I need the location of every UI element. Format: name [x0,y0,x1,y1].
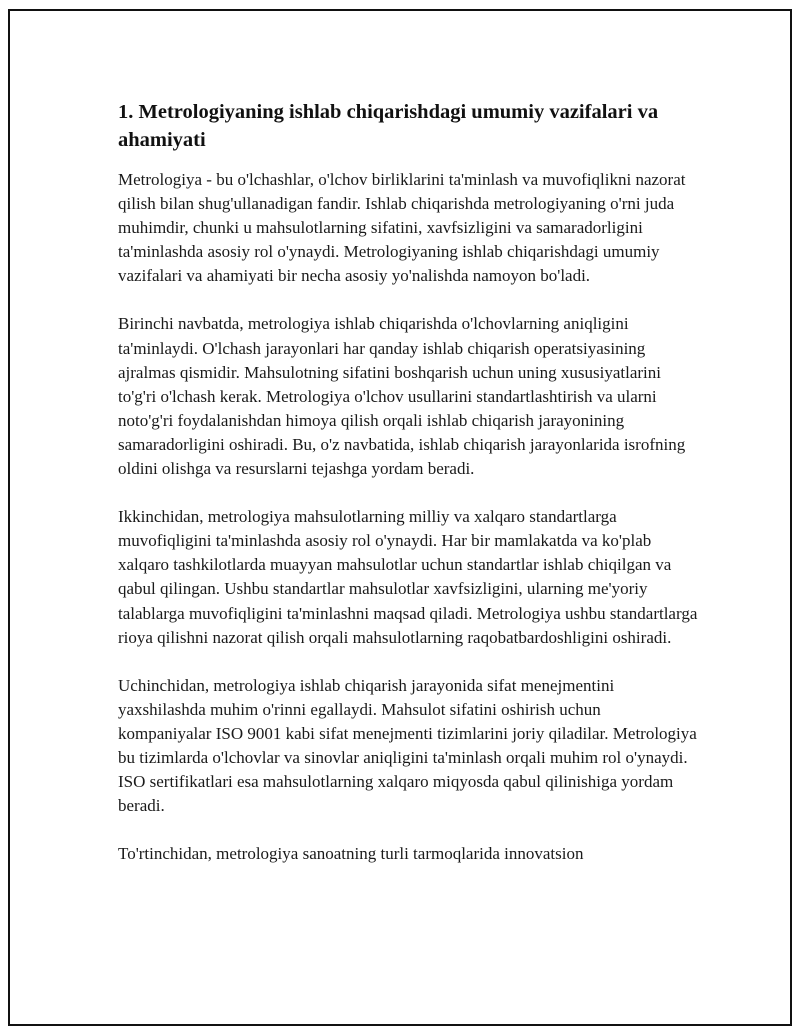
paragraph-second-point: Ikkinchidan, metrologiya mahsulotlarning milliy va xalqaro standartlarga muvofiqligini ta'minlashda asosiy rol o'ynaydi. Har bir mamlakatda va ko'plab xalqaro tashkilotlarda muayyan mahsulotlar uchun standartlar ishlab chiqilgan va qabul qilingan. Ushbu standartlar mahsulotlar xavfsizligini, ularning me'yoriy talablarga muvofiqligini ta'minlashni maqsad qiladi. Metrologiya ushbu standartlarga rioya qilishni nazorat qilish orqali mahsulotlarning raqobatbardoshligini oshiradi. [118,507,698,647]
page-frame [8,9,792,1026]
section-heading: 1. Metrologiyaning ishlab chiqarishdagi umumiy vazifalari va ahamiyati [118,101,659,151]
paragraph-intro: Metrologiya - bu o'lchashlar, o'lchov birliklarini ta'minlash va muvofiqlikni nazorat qilish bilan shug'ullanadigan fandir. Ishlab chiqarishda metrologiyaning o'rni juda muhimdir, chunki u mahsulotlarning sifatini, xavfsizligini va samaradorligini ta'minlashda asosiy rol o'ynaydi. Metrologiyaning ishlab chiqarishdagi umumiy vazifalari va ahamiyati bir necha asosiy yo'nalishda namoyon bo'ladi. [118,170,686,286]
paragraph-first-point: Birinchi navbatda, metrologiya ishlab chiqarishda o'lchovlarning aniqligini ta'minlaydi. O'lchash jarayonlari har qanday ishlab chiqarish operatsiyasining ajralmas qismidir. Mahsulotning sifatini boshqarish uchun uning xususiyatlarini to'g'ri o'lchash kerak. Metrologiya o'lchov usullarini standartlashtirish va ularni noto'g'ri foydalanishdan himoya qilish orqali ishlab chiqarish jarayonining samaradorligini oshiradi. Bu, o'z navbatida, ishlab chiqarish jarayonlarida isrofning oldini olishga va resurslarni tejashga yordam beradi. [118,314,686,479]
paragraph-third-point: Uchinchidan, metrologiya ishlab chiqarish jarayonida sifat menejmentini yaxshilashda muhim o'rinni egallaydi. Mahsulot sifatini oshirish uchun kompaniyalar ISO 9001 kabi sifat menejmenti tizimlarini joriy qiladilar. Metrologiya bu tizimlarda o'lchovlar va sinovlar aniqligini ta'minlash orqali muhim rol o'ynaydi. ISO sertifikatlari esa mahsulotlarning xalqaro miqyosda qabul qilinishiga yordam beradi. [118,675,697,816]
paragraph-fourth-point: To'rtinchidan, metrologiya sanoatning turli tarmoqlarida innovatsion [118,844,584,864]
document-body [118,98,698,890]
